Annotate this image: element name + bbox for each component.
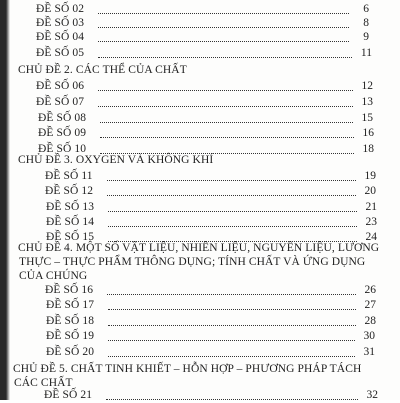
dot-leader [98,27,349,28]
toc-entry[interactable] [0,344,400,360]
toc-entry[interactable] [0,45,400,61]
page-number: 11 [360,47,372,59]
dot-leader [98,57,352,58]
toc-entry[interactable] [0,183,400,199]
toc-entry[interactable] [0,168,400,184]
entry-label: ĐỀ SỐ 03 [36,17,85,29]
page-number: 32 [366,389,378,401]
chapter-title-line: CỦA CHÚNG [19,270,88,282]
entry-label: ĐỀ SỐ 07 [36,96,85,108]
page-number: 18 [362,143,374,155]
dot-leader [98,13,349,14]
entry-label: ĐỀ SỐ 17 [46,299,95,311]
page-number: 15 [361,112,373,124]
toc-entry[interactable] [0,328,400,344]
dot-leader [100,137,354,138]
chapter-title-line: CÁC CHẤT [14,377,73,389]
page-number: 31 [363,346,375,358]
entry-label: ĐỀ SỐ 11 [45,170,93,182]
dot-leader [108,211,357,212]
chapter-heading [0,152,400,168]
entry-label: ĐỀ SỐ 13 [46,201,95,213]
page-number: 26 [364,284,376,296]
toc-entry[interactable] [0,214,400,230]
toc-entry[interactable] [0,313,400,329]
dot-leader [98,41,349,42]
entry-label: ĐỀ SỐ 18 [46,315,95,327]
page-number: 24 [365,231,377,243]
entry-label: ĐỀ SỐ 16 [45,284,94,296]
entry-label: ĐỀ SỐ 02 [36,3,85,15]
toc-entry[interactable] [0,78,400,94]
chapter-heading [0,62,400,78]
toc-entry[interactable] [0,94,400,110]
dot-leader [98,106,353,107]
dot-leader [108,340,355,341]
page-number: 30 [363,330,375,342]
dot-leader [100,122,353,123]
toc-entry[interactable] [0,199,400,215]
entry-label: ĐỀ SỐ 20 [46,346,95,358]
entry-label: ĐỀ SỐ 21 [44,389,93,401]
dot-leader [107,294,356,295]
page-number: 9 [363,31,369,43]
dot-leader [108,325,356,326]
page-number: 28 [364,315,376,327]
entry-label: ĐỀ SỐ 04 [36,31,85,43]
toc-entry[interactable] [0,297,400,313]
page-number: 21 [365,201,377,213]
page-number: 13 [361,96,373,108]
chapter-title-line: CHỦ ĐỀ 2. CÁC THỂ CỦA CHẤT [18,64,187,76]
toc-entry[interactable] [0,282,400,298]
dot-leader [98,90,353,91]
chapter-title-line: CHỦ ĐỀ 3. OXYGEN VÀ KHÔNG KHÍ [18,154,214,166]
page-number: 23 [365,216,377,228]
dot-leader [108,309,356,310]
entry-label: ĐỀ SỐ 05 [36,47,85,59]
page-number: 6 [363,3,369,15]
entry-label: ĐỀ SỐ 12 [45,185,94,197]
toc-entry[interactable] [0,29,400,45]
page-number: 16 [362,127,374,139]
toc-entry[interactable] [0,125,400,141]
chapter-title-line: CHỦ ĐỀ 5. CHẤT TINH KHIẾT – HỖN HỢP – PHƯƠNG PHÁP TÁCH [13,363,362,375]
chapter-title-line: THỰC – THỰC PHẨM THÔNG DỤNG; TÍNH CHẤT VÀ ỨNG DỤNG [19,256,366,268]
page-number: 19 [364,170,376,182]
chapter-heading [0,240,400,284]
page-number: 8 [363,17,369,29]
toc-entry[interactable] [0,110,400,126]
dot-leader [107,195,356,196]
entry-label: ĐỀ SỐ 09 [38,127,87,139]
page-number: 20 [364,185,376,197]
entry-label: ĐỀ SỐ 08 [38,112,87,124]
page-number: 27 [364,299,376,311]
entry-label: ĐỀ SỐ 15 [46,231,95,243]
chapter-title-line: CHỦ ĐỀ 4. MỘT SỐ VẬT LIỆU, NHIÊN LIỆU, NGUYÊN LIỆU, LƯƠNG [18,242,380,254]
dot-leader [108,356,355,357]
page-number: 12 [361,80,373,92]
entry-label: ĐỀ SỐ 06 [36,80,85,92]
entry-label: ĐỀ SỐ 14 [46,216,95,228]
entry-label: ĐỀ SỐ 19 [46,330,95,342]
dot-leader [107,180,356,181]
toc-entry[interactable] [0,387,400,403]
dot-leader [108,226,357,227]
entry-label: ĐỀ SỐ 10 [38,143,87,155]
